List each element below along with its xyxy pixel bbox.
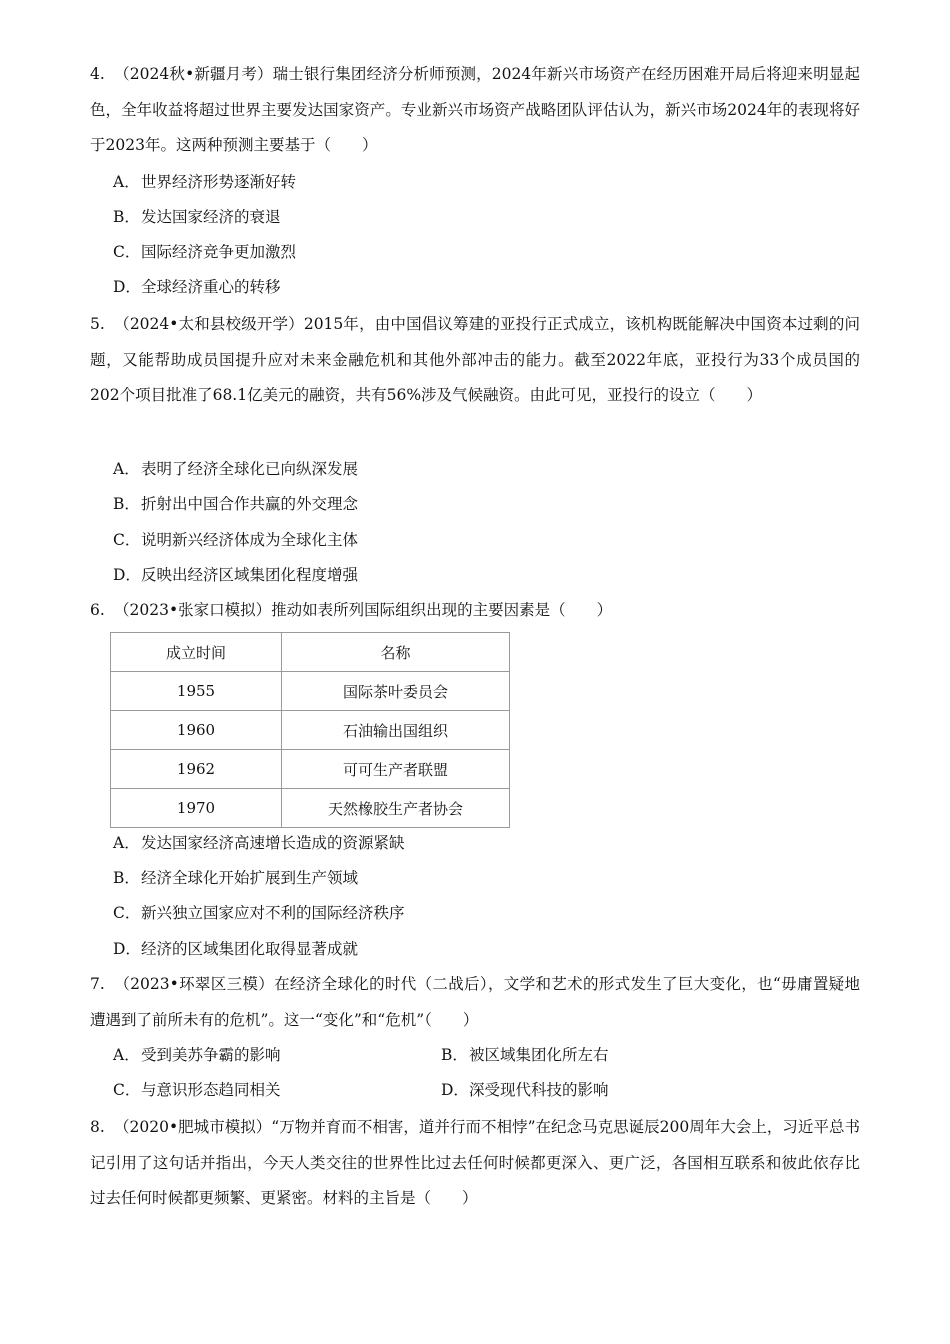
table-row bbox=[111, 711, 510, 750]
question-5 bbox=[90, 307, 860, 414]
question-stem: 推动如表所列国际组织出现的主要因素是（ ） bbox=[271, 601, 613, 619]
question-7 bbox=[90, 967, 860, 1038]
option-d[interactable]: D．全球经济重心的转移 bbox=[113, 278, 281, 296]
question-8 bbox=[90, 1110, 860, 1217]
organizations-table bbox=[110, 632, 510, 828]
question-number: 8. bbox=[90, 1118, 105, 1136]
table-row bbox=[111, 750, 510, 789]
question-number: 6. bbox=[90, 601, 105, 619]
table-cell: 1962 bbox=[111, 750, 282, 789]
option-d[interactable]: D．经济的区域集团化取得显著成就 bbox=[113, 940, 359, 958]
option-b[interactable]: B．发达国家经济的衰退 bbox=[113, 208, 281, 226]
option-c[interactable]: C．与意识形态趋同相关 bbox=[113, 1081, 281, 1099]
question-number: 4. bbox=[90, 65, 105, 83]
question-stem: “万物并育而不相害，道并行而不相悖”在纪念马克思诞辰200周年大会上，习近平总书记引用了这句话并指出，今天人类交往的世界性比过去任何时候都更深入、更广泛，各国相互联系和彼此依存比过去任何时候都更频繁、更紧密。材料的主旨是（ ） bbox=[90, 1118, 860, 1207]
option-c[interactable]: C．国际经济竞争更加激烈 bbox=[113, 243, 297, 261]
question-source: （2020•肥城市模拟） bbox=[114, 1118, 272, 1136]
question-source: （2024•太和县校级开学） bbox=[114, 315, 304, 333]
option-b[interactable]: B．被区域集团化所左右 bbox=[441, 1046, 609, 1064]
question-number: 7. bbox=[90, 975, 105, 993]
question-4 bbox=[90, 57, 860, 164]
question-source: （2024秋•新疆月考） bbox=[114, 65, 273, 83]
table-row bbox=[111, 672, 510, 711]
question-source: （2023•张家口模拟） bbox=[114, 601, 272, 619]
question-stem: 在经济全球化的时代（二战后），文学和艺术的形式发生了巨大变化，也“毋庸置疑地遭遇到了前所未有的危机”。这一“变化”和“危机”（ ） bbox=[90, 975, 860, 1029]
table-cell: 1955 bbox=[111, 672, 282, 711]
table-cell: 可可生产者联盟 bbox=[282, 750, 510, 789]
question-stem: 瑞士银行集团经济分析师预测，2024年新兴市场资产在经历困难开局后将迎来明显起色，全年收益将超过世界主要发达国家资产。专业新兴市场资产战略团队评估认为，新兴市场2024年的表现将好于2023年。这两种预测主要基于（ ） bbox=[90, 65, 860, 154]
table-cell: 石油输出国组织 bbox=[282, 711, 510, 750]
question-source: （2023•环翠区三模） bbox=[114, 975, 275, 993]
option-d[interactable]: D．深受现代科技的影响 bbox=[441, 1081, 609, 1099]
table-cell: 1970 bbox=[111, 789, 282, 828]
table-cell: 1960 bbox=[111, 711, 282, 750]
table-row bbox=[111, 789, 510, 828]
question-6 bbox=[90, 593, 860, 629]
option-d[interactable]: D．反映出经济区域集团化程度增强 bbox=[113, 566, 359, 584]
question-number: 5. bbox=[90, 315, 105, 333]
column-header-name: 名称 bbox=[282, 633, 510, 672]
table-header-row bbox=[111, 633, 510, 672]
option-b[interactable]: B．折射出中国合作共赢的外交理念 bbox=[113, 495, 359, 513]
option-a[interactable]: A．表明了经济全球化已向纵深发展 bbox=[113, 460, 359, 478]
table-cell: 国际茶叶委员会 bbox=[282, 672, 510, 711]
option-c[interactable]: C．新兴独立国家应对不利的国际经济秩序 bbox=[113, 904, 405, 922]
table-cell: 天然橡胶生产者协会 bbox=[282, 789, 510, 828]
column-header-founded: 成立时间 bbox=[111, 633, 282, 672]
option-a[interactable]: A．受到美苏争霸的影响 bbox=[113, 1046, 281, 1064]
question-stem: 2015年，由中国倡议筹建的亚投行正式成立，该机构既能解决中国资本过剩的问题，又能帮助成员国提升应对未来金融危机和其他外部冲击的能力。截至2022年底，亚投行为33个成员国的202个项目批准了68.1亿美元的融资，共有56%涉及气候融资。由此可见，亚投行的设立（ ） bbox=[90, 315, 860, 404]
option-c[interactable]: C．说明新兴经济体成为全球化主体 bbox=[113, 531, 359, 549]
option-a[interactable]: A．世界经济形势逐渐好转 bbox=[113, 173, 297, 191]
option-a[interactable]: A．发达国家经济高速增长造成的资源紧缺 bbox=[113, 834, 405, 852]
option-b[interactable]: B．经济全球化开始扩展到生产领域 bbox=[113, 869, 359, 887]
